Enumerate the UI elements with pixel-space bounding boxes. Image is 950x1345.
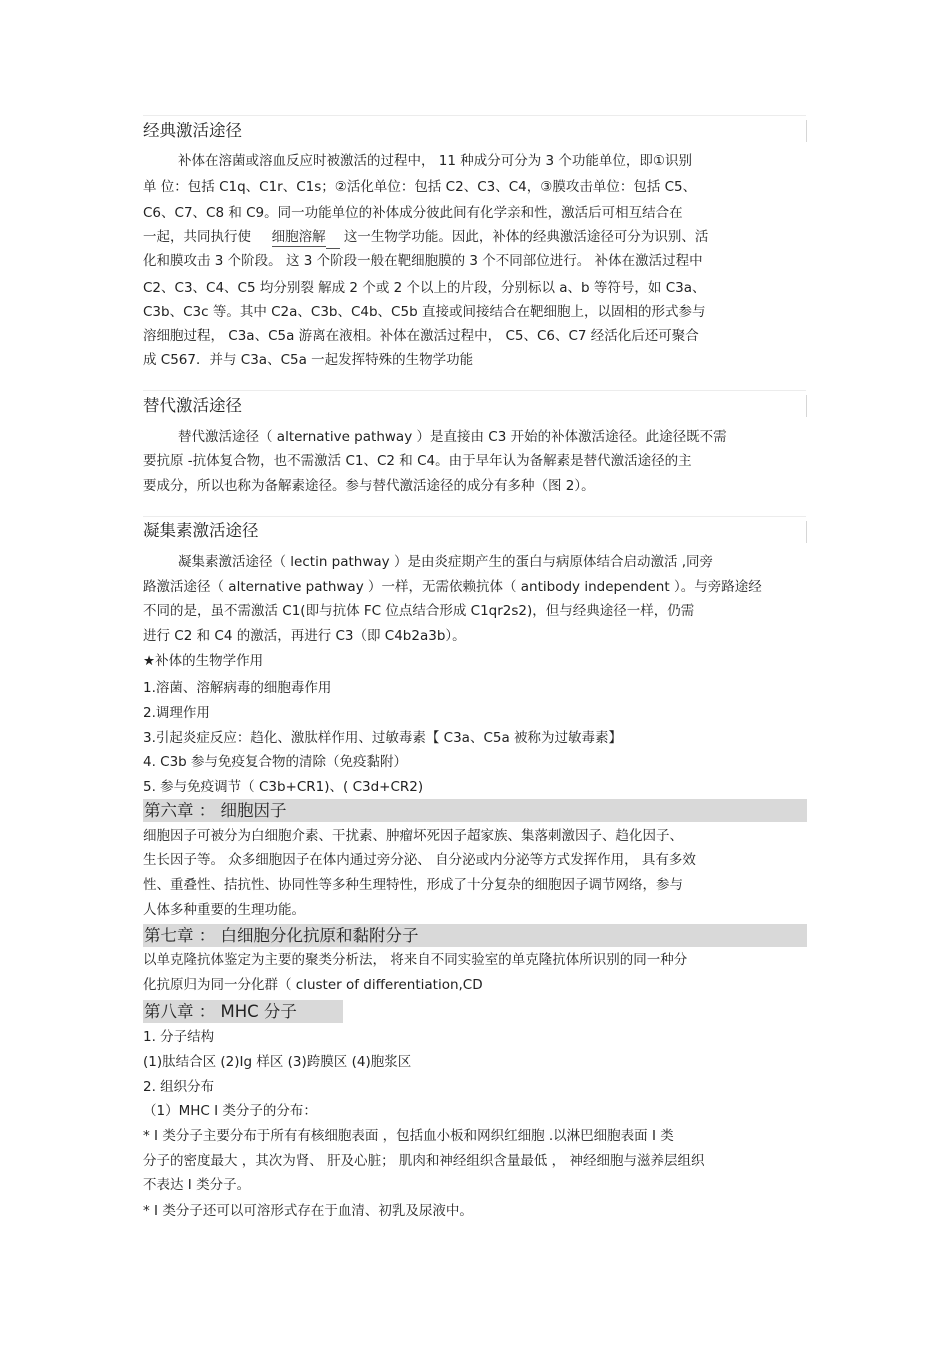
section-divider (143, 115, 806, 116)
section-title-functions: ★补体的生物学作用 (143, 653, 264, 669)
text-segment: 一起，共同执行使 (143, 229, 251, 245)
section-divider (143, 516, 806, 517)
paragraph-line: 路激活途径（ alternative pathway ）一样，无需依赖抗体（ antibody independent ）。与旁路途经 (143, 579, 762, 595)
paragraph-line: 单 位：包括 C1q、C1r、C1s；②活化单位：包括 C2、C3、C4，③膜攻击单位：包括 C5、 (143, 179, 697, 195)
list-item: (1)肽结合区 (2)Ig 样区 (3)跨膜区 (4)胞浆区 (143, 1054, 412, 1070)
link-cell-lysis[interactable]: 细胞溶解 (271, 229, 326, 245)
paragraph-line: 溶细胞过程， C3a、C5a 游离在液相。补体在激活过程中， C5、C6、C7 经活化后还可聚合 (143, 328, 699, 344)
list-item: 2.调理作用 (143, 705, 210, 721)
list-item: （1）MHC Ⅰ 类分子的分布： (143, 1103, 317, 1119)
paragraph-line: 成 C567．并与 C3a、C5a 一起发挥特殊的生物学功能 (143, 352, 474, 368)
list-item: 5. 参与免疫调节（ C3b+CR1)、( C3d+CR2) (143, 779, 424, 795)
chapter-heading-8: 第八章 ： MHC 分子 (143, 1000, 343, 1023)
paragraph-line: 进行 C2 和 C4 的激活，再进行 C3（即 C4b2a3b）。 (143, 628, 466, 644)
paragraph-line: 细胞因子可被分为白细胞介素、干扰素、肿瘤坏死因子超家族、集落刺激因子、趋化因子、 (143, 828, 683, 844)
paragraph-line: 分子的密度最大 ，其次为肾、 肝及心脏； 肌肉和神经组织含量最低 ， 神经细胞与滋养层组织 (143, 1153, 705, 1169)
section-divider (806, 395, 807, 417)
paragraph-line: 要抗原 -抗体复合物，也不需激活 C1、C2 和 C4。由于早年认为备解素是替代激活途径的主 (143, 453, 692, 469)
section-divider (806, 120, 807, 142)
paragraph-line: 人体多种重要的生理功能。 (143, 902, 305, 918)
paragraph-line: 要成分，所以也称为备解素途径。参与替代激活途径的成分有多种（图 2）。 (143, 478, 595, 494)
paragraph-line: 化抗原归为同一分化群（ cluster of differentiation,CD (143, 977, 483, 993)
list-item: 1. 分子结构 (143, 1029, 215, 1045)
paragraph-line: C2、C3、C4、C5 均分别裂 解成 2 个或 2 个以上的片段，分别标以 a、b 等符号，如 C3a、 (143, 280, 706, 296)
paragraph-line: C6、C7、C8 和 C9。同一功能单位的补体成分彼此间有化学亲和性，激活后可相互结合在 (143, 205, 683, 221)
paragraph-line (143, 227, 708, 249)
list-item: 1.溶菌、溶解病毒的细胞毒作用 (143, 680, 332, 696)
paragraph-line: 性、重叠性、拮抗性、协同性等多种生理特性，形成了十分复杂的细胞因子调节网络，参与 (143, 877, 683, 893)
text-segment: 这一生物学功能。因此，补体的经典激活途径可分为识别、活 (343, 229, 709, 245)
paragraph-line: 凝集素激活途径（ lectin pathway ）是由炎症期产生的蛋白与病原体结合启动激活 ,同旁 (178, 554, 714, 570)
section-title-classical: 经典激活途径 (143, 121, 242, 140)
paragraph-line: 不同的是，虽不需激活 C1(即与抗体 FC 位点结合形成 C1qr2s2)，但与经典途径一样，仍需 (143, 603, 695, 619)
paragraph-line: * Ⅰ 类分子还可以可溶形式存在于血清、初乳及尿液中。 (143, 1203, 473, 1219)
paragraph-line: 补体在溶菌或溶血反应时被激活的过程中， 11 种成分可分为 3 个功能单位，即①识别 (178, 153, 693, 169)
chapter-heading-7: 第七章 ： 白细胞分化抗原和黏附分子 (143, 924, 807, 947)
paragraph-line: 不表达 Ⅰ 类分子。 (143, 1177, 251, 1193)
section-divider (143, 390, 806, 391)
paragraph-line: C3b、C3c 等。其中 C2a、C3b、C4b、C5b 直接或间接结合在靶细胞上，以固相的形式参与 (143, 304, 706, 320)
list-item: 3.引起炎症反应：趋化、激肽样作用、过敏毒素【 C3a、C5a 被称为过敏毒素】 (143, 730, 623, 746)
list-item: 4. C3b 参与免疫复合物的清除（免疫黏附） (143, 754, 408, 770)
paragraph-line: 替代激活途径（ alternative pathway ）是直接由 C3 开始的补体激活途径。此途径既不需 (178, 429, 727, 445)
section-divider (806, 521, 807, 543)
paragraph-line: 化和膜攻击 3 个阶段。 这 3 个阶段一般在靶细胞膜的 3 个不同部位进行。 补体在激活过程中 (143, 253, 703, 269)
paragraph-line: 以单克隆抗体鉴定为主要的聚类分析法， 将来自不同实验室的单克隆抗体所识别的同一种分 (143, 952, 688, 968)
list-item: 2. 组织分布 (143, 1079, 215, 1095)
section-title-lectin: 凝集素激活途径 (143, 521, 259, 540)
chapter-heading-6: 第六章 ： 细胞因子 (143, 799, 807, 822)
paragraph-line: 生长因子等。 众多细胞因子在体内通过旁分泌、 自分泌或内分泌等方式发挥作用， 具有多效 (143, 852, 696, 868)
paragraph-line: * Ⅰ 类分子主要分布于所有有核细胞表面 ，包括血小板和网织红细胞 .以淋巴细胞表面 Ⅰ 类 (143, 1128, 674, 1144)
section-title-alternative: 替代激活途径 (143, 396, 242, 415)
